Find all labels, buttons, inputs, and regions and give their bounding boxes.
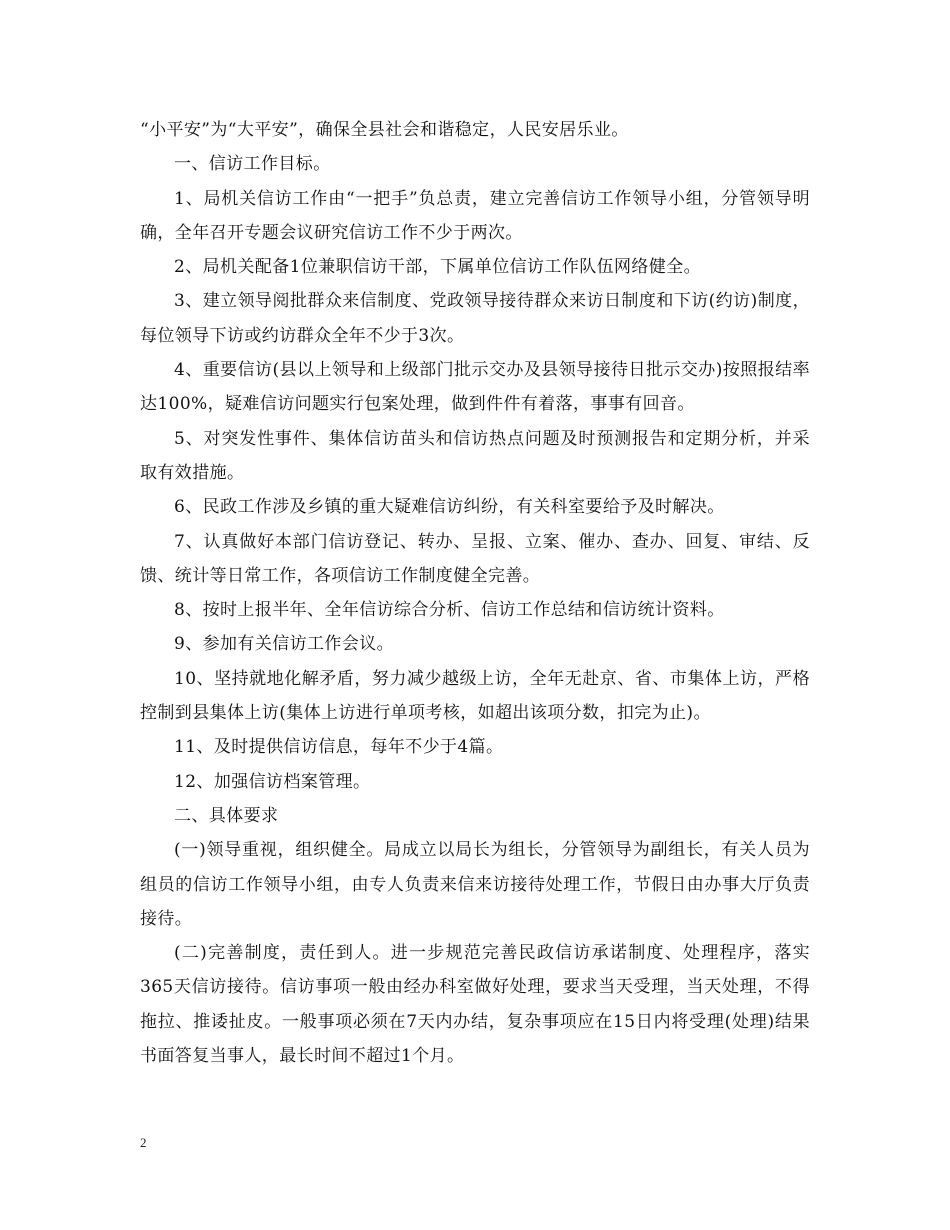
section-heading-goals: 一、信访工作目标。 (174, 154, 331, 175)
paragraph-item-1: 1、局机关信访工作由“一把手”负总责，建立完善信访工作领导小组，分管领导明确，全年召开专题会议研究信访工作不少于两次。 (140, 188, 810, 243)
body-text (140, 113, 810, 1073)
paragraph-item-5: 5、对突发性事件、集体信访苗头和信访热点问题及时预测报告和定期分析，并采取有效措施。 (140, 428, 810, 483)
paragraph-item-3: 3、建立领导阅批群众来信制度、党政领导接待群众来访日制度和下访(约访)制度，每位领导下访或约访群众全年不少于3次。 (140, 291, 810, 346)
section-heading-requirements: 二、具体要求 (174, 805, 279, 826)
paragraph-item-10: 10、坚持就地化解矛盾，努力减少越级上访，全年无赴京、省、市集体上访，严格控制到县集体上访(集体上访进行单项考核，如超出该项分数，扣完为止)。 (140, 668, 810, 724)
paragraph-item-12: 12、加强信访档案管理。 (174, 771, 371, 792)
page-number: 2 (140, 1135, 147, 1150)
paragraph-item-4: 4、重要信访(县以上领导和上级部门批示交办及县领导接待日批示交办)按照报结率达100%，疑难信访问题实行包案处理，做到件件有着落，事事有回音。 (140, 360, 810, 415)
paragraph-continuation: “小平安”为“大平安”，确保全县社会和谐稳定，人民安居乐业。 (140, 120, 629, 140)
paragraph-requirement-1: (一)领导重视，组织健全。局成立以局长为组长，分管领导为副组长，有关人员为组员的信访工作领导小组，由专人负责来信来访接待处理工作，节假日由办事大厅负责接待。 (140, 840, 810, 929)
paragraph-item-9: 9、参加有关信访工作会议。 (174, 634, 395, 655)
paragraph-item-2: 2、局机关配备1位兼职信访干部，下属单位信访工作队伍网络健全。 (174, 257, 702, 278)
paragraph-requirement-2: (二)完善制度，责任到人。进一步规范完善民政信访承诺制度、处理程序，落实365天信访接待。信访事项一般由经办科室做好处理，要求当天受理，当天处理，不得拖拉、推诿扯皮。一般事项必须在7天内办结，复杂事项应在15日内将受理(处理)结果书面答复当事人，最长时间不超过1个月。 (140, 943, 810, 1067)
paragraph-item-8: 8、按时上报半年、全年信访综合分析、信访工作总结和信访统计资料。 (174, 600, 725, 621)
paragraph-item-7: 7、认真做好本部门信访登记、转办、呈报、立案、催办、查办、回复、审结、反馈、统计等日常工作，各项信访工作制度健全完善。 (140, 531, 810, 586)
paragraph-item-11: 11、及时提供信访信息，每年不少于4篇。 (174, 737, 504, 758)
paragraph-item-6: 6、民政工作涉及乡镇的重大疑难信访纠纷，有关科室要给予及时解决。 (174, 497, 725, 518)
